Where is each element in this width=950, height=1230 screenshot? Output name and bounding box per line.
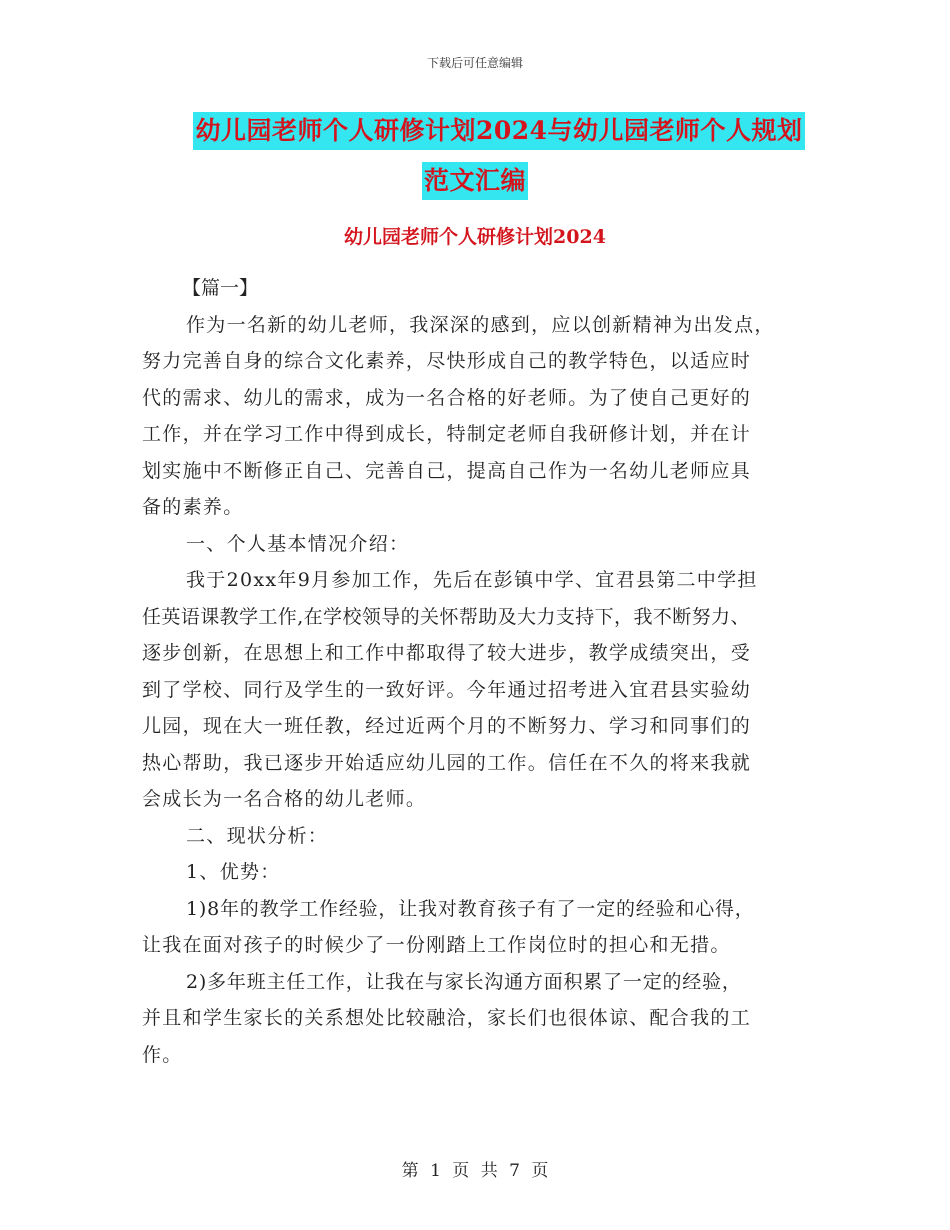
paragraph-line: 划实施中不断修正自己、完善自己，提高自己作为一名幼儿老师应具: [142, 459, 752, 482]
part-label-line: [142, 270, 822, 307]
paragraph-line: 儿园，现在大一班任教，经过近两个月的不断努力、学习和同事们的: [142, 715, 752, 737]
paragraph-line: 热心帮助，我已逐步开始适应幼儿园的工作。信任在不久的将来我就: [142, 751, 752, 774]
heading-line: 一、个人基本情况介绍：: [186, 532, 410, 555]
paragraph-line: 作。: [142, 1043, 183, 1066]
paragraph-line: 作为一名新的幼儿老师，我深深的感到，应以创新精神为出发点，: [186, 313, 775, 336]
paragraph-line: 努力完善自身的综合文化素养，尽快形成自己的教学特色，以适应时: [142, 350, 752, 372]
section-title: 幼儿园老师个人研修计划2024: [344, 226, 606, 248]
title-line-1: 幼儿园老师个人研修计划2024与幼儿园老师个人规划: [193, 112, 804, 150]
heading-line: 二、现状分析：: [186, 824, 329, 847]
paragraph-line: 任英语课教学工作,在学校领导的关怀帮助及大力支持下，我不断努力、: [142, 605, 750, 628]
document-body: [142, 270, 822, 1073]
title-line-2: 范文汇编: [422, 162, 528, 200]
part-label: 【篇一】: [182, 277, 259, 299]
paragraph-line: 我于20xx年9月参加工作，先后在彭镇中学、宜君县第二中学担: [186, 569, 758, 591]
paragraph-line: 到了学校、同行及学生的一致好评。今年通过招考进入宜君县实验幼: [142, 678, 752, 701]
page-footer: 第 1 页 共 7 页: [401, 1161, 549, 1181]
heading-line: 1、优势：: [186, 861, 281, 883]
paragraph-line: 代的需求、幼儿的需求，成为一名合格的好老师。为了使自己更好的: [142, 386, 752, 409]
paragraph-line: 工作，并在学习工作中得到成长，特制定老师自我研修计划，并在计: [142, 423, 752, 445]
paragraph-line: 让我在面对孩子的时候少了一份刚踏上工作岗位时的担心和无措。: [142, 934, 731, 956]
paragraph-line: 会成长为一名合格的幼儿老师。: [142, 788, 427, 810]
document-title: [0, 112, 950, 200]
paragraph-line: 备的素养。: [142, 496, 244, 518]
paragraph-line: 逐步创新，在思想上和工作中都取得了较大进步，教学成绩突出，受: [142, 642, 752, 664]
header-note: 下载后可任意编辑: [426, 56, 523, 70]
paragraph-line: 2)多年班主任工作，让我在与家长沟通方面积累了一定的经验，: [186, 970, 742, 993]
paragraph-line: 并且和学生家长的关系想处比较融洽，家长们也很体谅、配合我的工: [142, 1007, 752, 1029]
paragraph-line: 1)8年的教学工作经验，让我对教育孩子有了一定的经验和心得，: [186, 897, 755, 920]
